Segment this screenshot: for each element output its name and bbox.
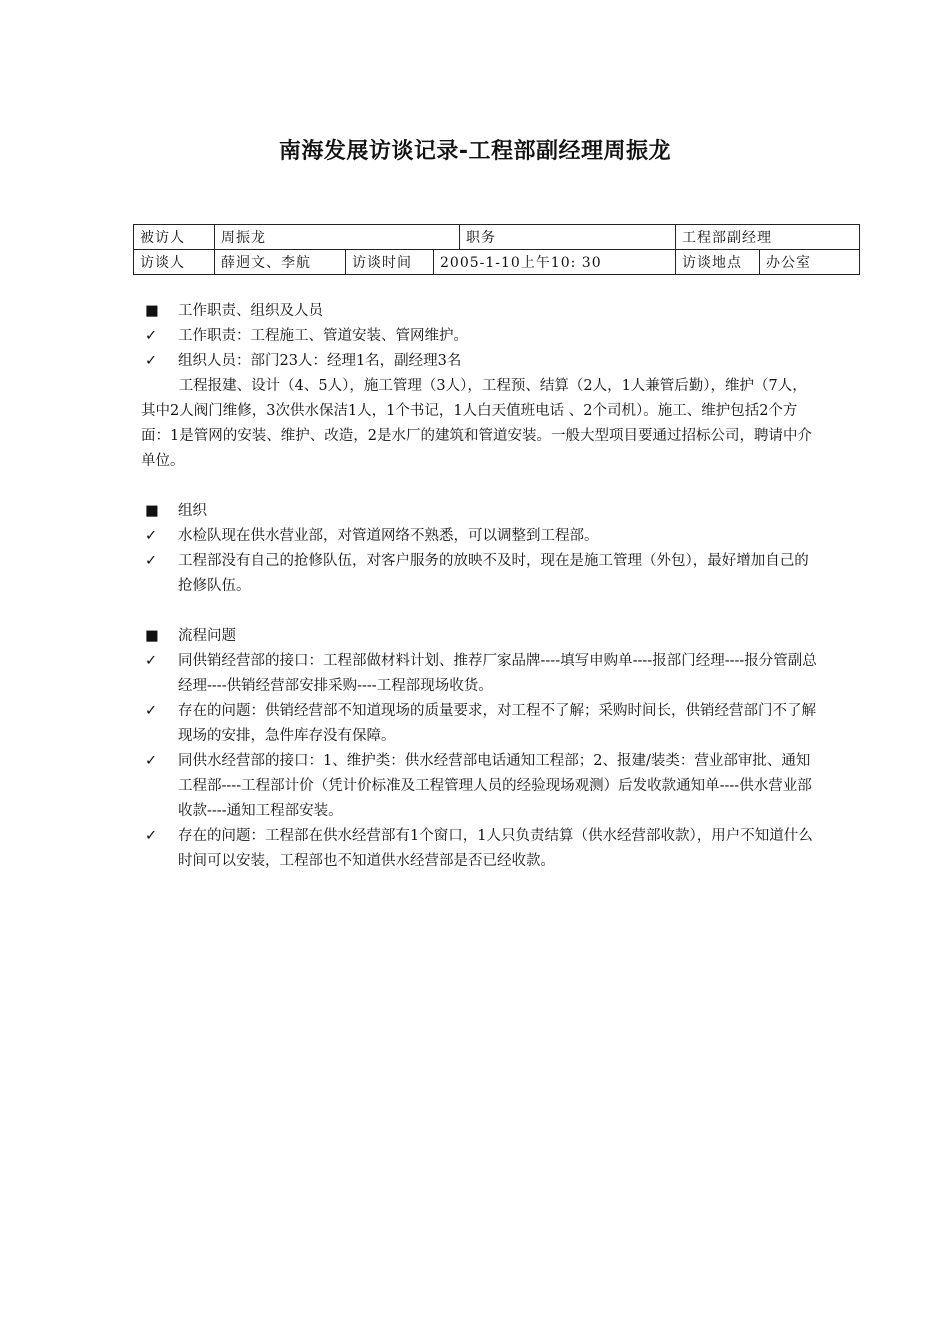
checkmark-icon: ✓ — [145, 553, 158, 569]
checkmark-icon: ✓ — [145, 653, 158, 669]
section-heading: ■ 组织 — [141, 499, 821, 524]
place-value: 办公室 — [760, 250, 860, 275]
list-item: ✓ 工作职责：工程施工、管道安装、管网维护。 — [141, 324, 821, 349]
square-bullet-icon: ■ — [145, 503, 159, 519]
interviewer-label: 访谈人 — [134, 250, 215, 275]
list-item: ✓ 同供销经营部的接口：工程部做材料计划、推荐厂家品牌----填写申购单----报部门经理----报分管副总经理----供销经营部安排采购----工程部现场收货。 — [141, 649, 821, 699]
paragraph: 工程报建、设计（4、5人），施工管理（3人），工程预、结算（2人，1人兼管后勤），维护（7人，其中2人阀门维修，3次供水保洁1人，1个书记，1人白天值班电话 、2个司机）。施工、维护包括2个方面：1是管网的安装、维护、改造，2是水厂的建筑和管道安装。一般大型项目要通过招标公司，聘请中介单位。 — [141, 378, 812, 469]
square-bullet-icon: ■ — [145, 628, 159, 644]
info-row-1 — [134, 225, 860, 250]
interview-info-table — [133, 224, 860, 275]
list-item: ✓ 同供水经营部的接口：1、维护类：供水经营部电话通知工程部；2、报建/装类：营业部审批、通知工程部----工程部计价（凭计价标准及工程管理人员的经验现场观测）后发收款通知单----供水营业部收款----通知工程部安装。 — [141, 749, 821, 824]
list-item: ✓ 组织人员：部门23人：经理1名，副经理3名 — [141, 349, 821, 374]
list-item: ✓ 存在的问题：供销经营部不知道现场的质量要求，对工程不了解；采购时间长，供销经营部门不了解现场的安排，急件库存没有保障。 — [141, 699, 821, 749]
checkmark-icon: ✓ — [145, 328, 158, 344]
place-label: 访谈地点 — [676, 250, 760, 275]
list-item: ✓ 水检队现在供水营业部，对管道网络不熟悉，可以调整到工程部。 — [141, 524, 821, 549]
interviewee-value: 周振龙 — [215, 225, 460, 250]
checkmark-icon: ✓ — [145, 703, 158, 719]
square-bullet-icon: ■ — [145, 303, 159, 319]
checkmark-icon: ✓ — [145, 353, 158, 369]
info-row-2 — [134, 250, 860, 275]
page-title: 南海发展访谈记录-工程部副经理周振龙 — [278, 139, 672, 164]
time-label: 访谈时间 — [346, 250, 434, 275]
interview-content — [141, 299, 821, 874]
section-heading: ■ 工作职责、组织及人员 — [141, 299, 821, 324]
section-heading: ■ 流程问题 — [141, 624, 821, 649]
checkmark-icon: ✓ — [145, 753, 158, 769]
interviewee-label: 被访人 — [134, 225, 215, 250]
position-label: 职务 — [460, 225, 676, 250]
checkmark-icon: ✓ — [145, 528, 158, 544]
checkmark-icon: ✓ — [145, 828, 158, 844]
list-item: ✓ 存在的问题：工程部在供水经营部有1个窗口，1人只负责结算（供水经营部收款），用户不知道什么时间可以安装，工程部也不知道供水经营部是否已经收款。 — [141, 824, 821, 874]
time-value: 2005-1-10上午10: 30 — [434, 250, 676, 275]
interviewer-value: 薛迥文、李航 — [215, 250, 346, 275]
position-value: 工程部副经理 — [676, 225, 860, 250]
list-item: ✓ 工程部没有自己的抢修队伍，对客户服务的放映不及时，现在是施工管理（外包），最好增加自己的抢修队伍。 — [141, 549, 821, 599]
